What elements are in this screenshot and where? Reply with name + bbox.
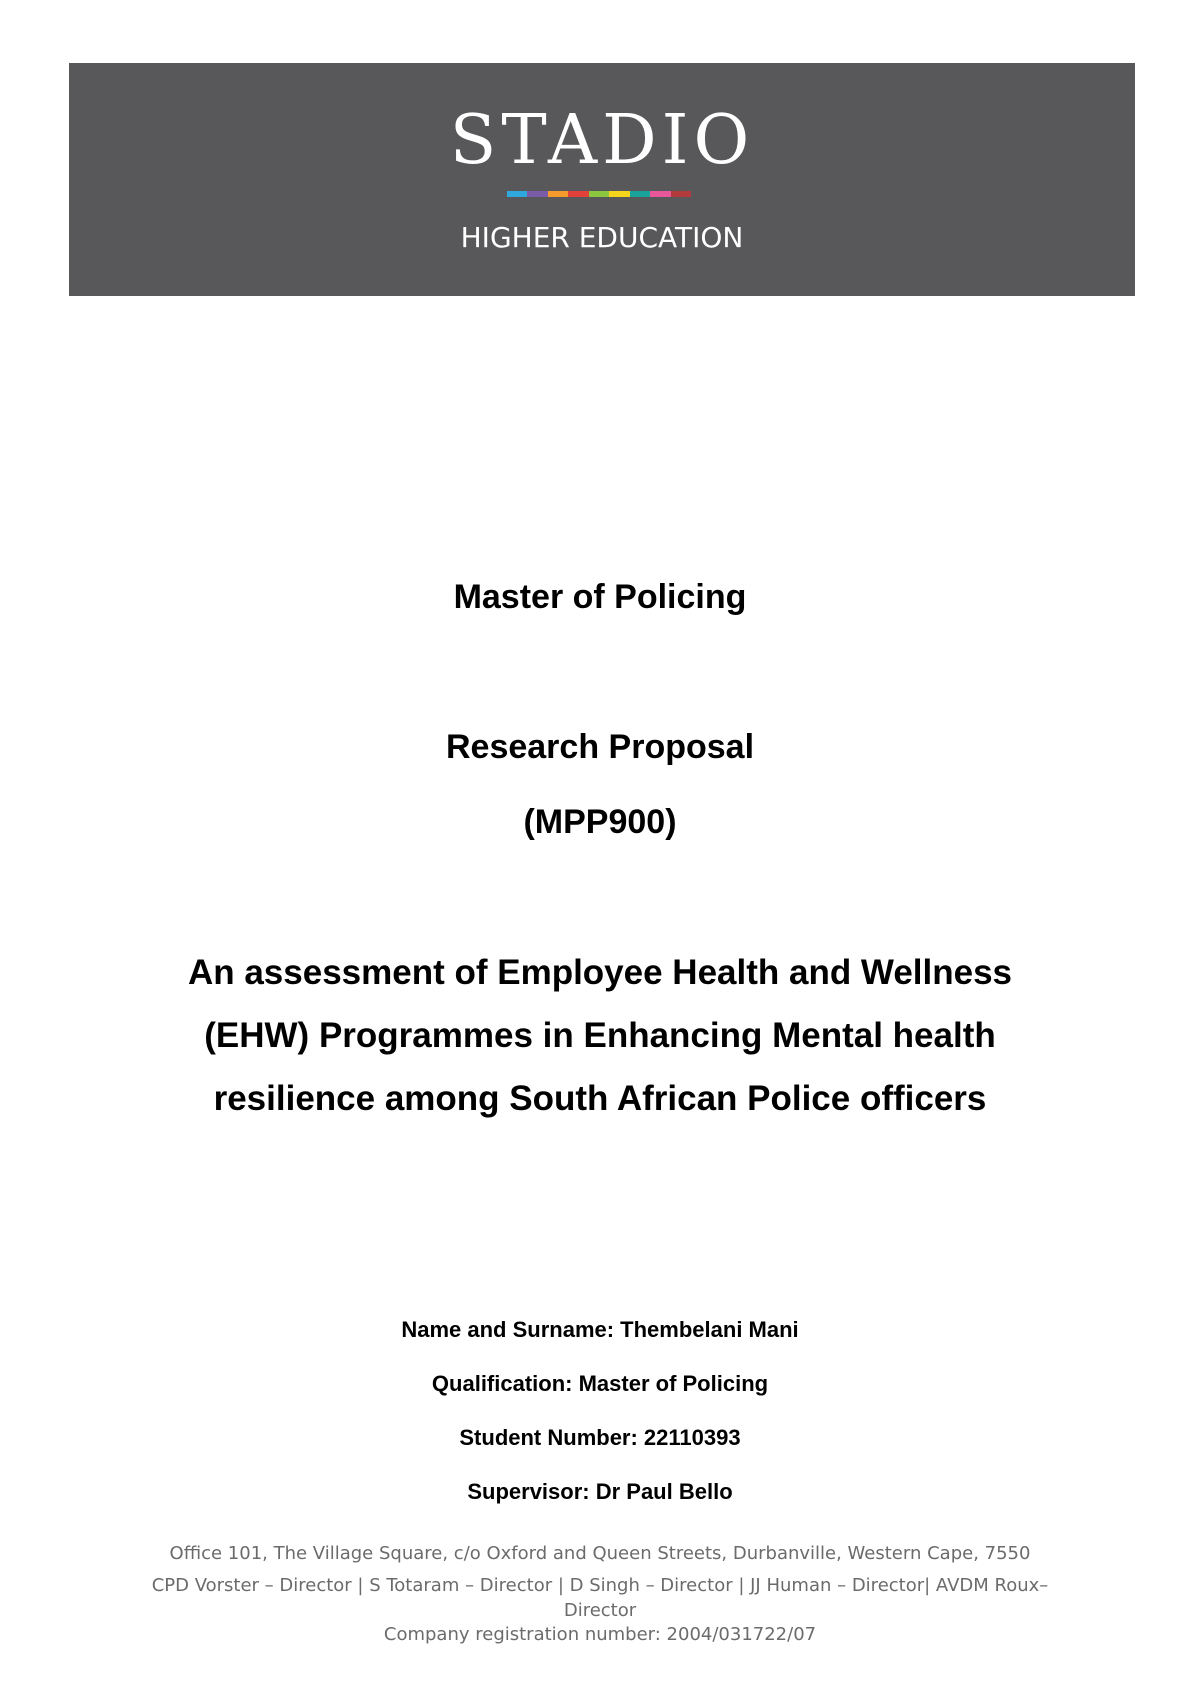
stripe-segment — [650, 191, 670, 197]
stripe-segment — [589, 191, 609, 197]
stripe-segment — [548, 191, 568, 197]
student-name: Name and Surname: Thembelani Mani — [401, 1317, 799, 1342]
title-line: resilience among South African Police officers — [213, 1079, 987, 1118]
footer-address: Office 101, The Village Square, c/o Oxford and Queen Streets, Durbanville, Western Cape, 7550 — [169, 1543, 1031, 1564]
stripe-segment — [507, 191, 527, 197]
footer-directors: CPD Vorster – Director | S Totaram – Director | D Singh – Director | JJ Human – Director| AVDM Roux– — [151, 1575, 1049, 1596]
stripe-segment — [609, 191, 629, 197]
logo-subtitle: HIGHER EDUCATION — [460, 221, 744, 254]
footer-registration: Company registration number: 2004/031722/07 — [383, 1624, 817, 1645]
document-type: Research Proposal — [445, 728, 755, 766]
title-line: An assessment of Employee Health and Wellness — [187, 953, 1013, 992]
logo-color-stripe — [507, 191, 691, 197]
footer-directors-continued: Director — [563, 1600, 637, 1621]
programme-name: Master of Policing — [453, 578, 747, 616]
title-line: (EHW) Programmes in Enhancing Mental health — [204, 1016, 996, 1055]
logo-wordmark: STADIO — [449, 101, 755, 180]
stripe-segment — [527, 191, 547, 197]
module-code: (MPP900) — [523, 803, 677, 841]
student-qualification: Qualification: Master of Policing — [431, 1371, 769, 1396]
stripe-segment — [630, 191, 650, 197]
stripe-segment — [568, 191, 588, 197]
supervisor: Supervisor: Dr Paul Bello — [467, 1479, 733, 1504]
stadio-logo-banner — [69, 63, 1135, 296]
student-number: Student Number: 22110393 — [459, 1425, 741, 1450]
stripe-segment — [671, 191, 691, 197]
